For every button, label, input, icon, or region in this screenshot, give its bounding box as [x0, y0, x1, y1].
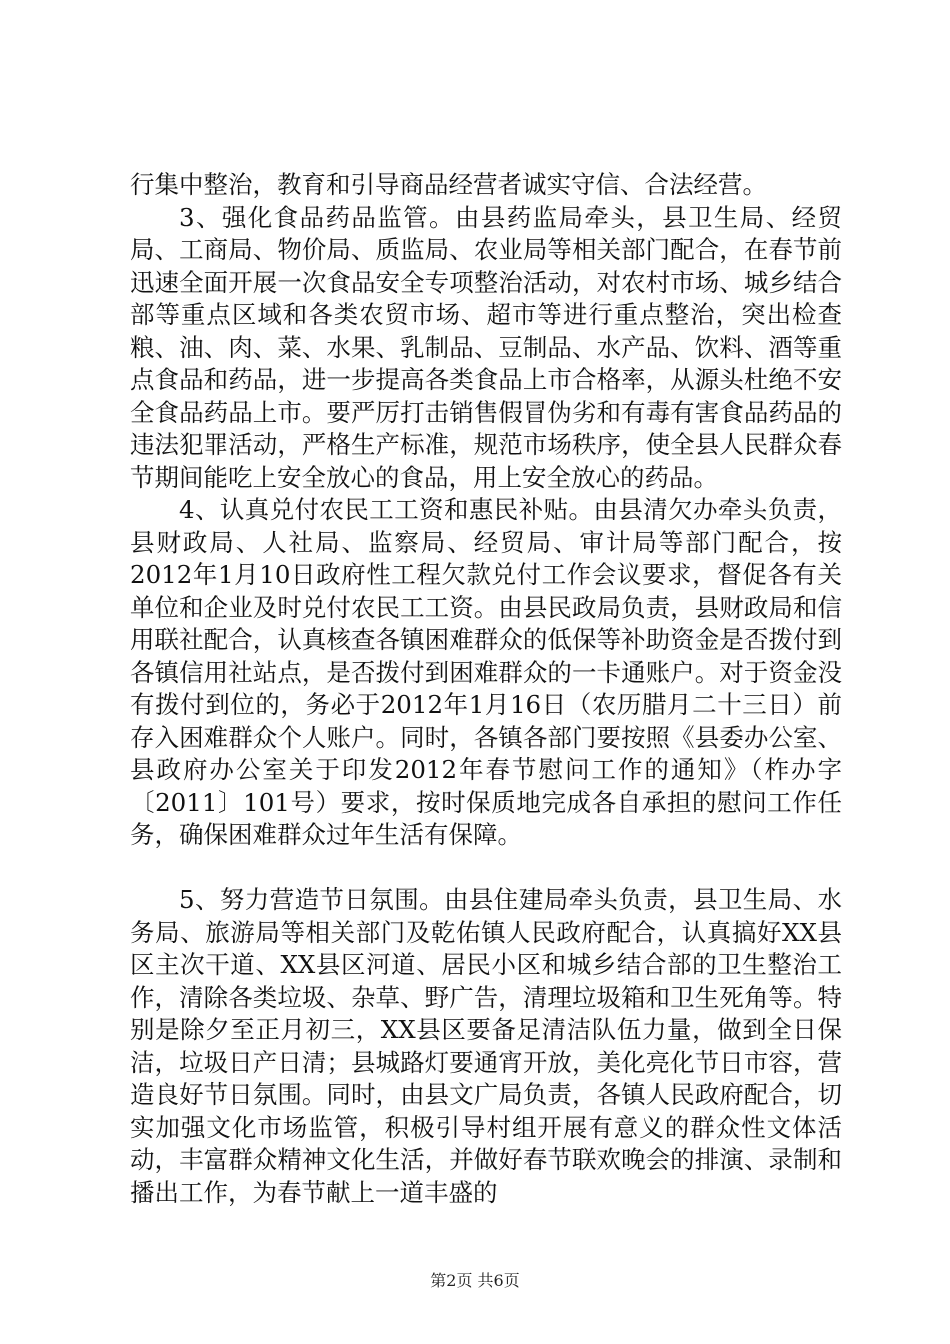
- paragraph-food-drug-supervision: 3、强化食品药品监管。由县药监局牵头，县卫生局、经贸局、工商局、物价局、质监局、农业局等相关部门配合，在春节前迅速全面开展一次食品安全专项整治活动，对农村市场、城乡结合部等重点区域和各类农贸市场、超市等进行重点整治，突出检查粮、油、肉、菜、水果、乳制品、豆制品、水产品、饮料、酒等重点食品和药品，进一步提高各类食品上市合格率，从源头杜绝不安全食品药品上市。要严厉打击销售假冒伪劣和有毒有害食品药品的违法犯罪活动，严格生产标准，规范市场秩序，使全县人民群众春节期间能吃上安全放心的食品，用上安全放心的药品。: [130, 202, 842, 492]
- paragraph-continuation: 行集中整治，教育和引导商品经营者诚实守信、合法经营。: [130, 170, 767, 199]
- page-number-footer: 第2页 共6页: [430, 1271, 520, 1290]
- paragraph-migrant-wages: 4、认真兑付农民工工资和惠民补贴。由县清欠办牵头负责，县财政局、人社局、监察局、经贸局、审计局等部门配合，按2012年1月10日政府性工程欠款兑付工作会议要求，督促各有关单位和企业及时兑付农民工工资。由县民政局负责，县财政局和信用联社配合，认真核查各镇困难群众的低保等补助资金是否拨付到各镇信用社站点，是否拨付到困难群众的一卡通账户。对于资金没有拨付到位的，务必于2012年1月16日（农历腊月二十三日）前存入困难群众个人账户。同时，各镇各部门要按照《县委办公室、县政府办公室关于印发2012年春节慰问工作的通知》（柞办字〔2011〕101号）要求，按时保质地完成各自承担的慰问工作任务，确保困难群众过年生活有保障。: [130, 495, 842, 849]
- document-body: [130, 169, 842, 1209]
- paragraph-festive-atmosphere: 5、努力营造节日氛围。由县住建局牵头负责，县卫生局、水务局、旅游局等相关部门及乾佑镇人民政府配合，认真搞好XX县区主次干道、XX县区河道、居民小区和城乡结合部的卫生整治工作，清除各类垃圾、杂草、野广告，清理垃圾箱和卫生死角等。特别是除夕至正月初三，XX县区要备足清洁队伍力量，做到全日保洁，垃圾日产日清；县城路灯要通宵开放，美化亮化节日市容，营造良好节日氛围。同时，由县文广局负责，各镇人民政府配合，切实加强文化市场监管，积极引导村组开展有意义的群众性文体活动，丰富群众精神文化生活，并做好春节联欢晚会的排演、录制和播出工作，为春节献上一道丰盛的: [130, 885, 842, 1207]
